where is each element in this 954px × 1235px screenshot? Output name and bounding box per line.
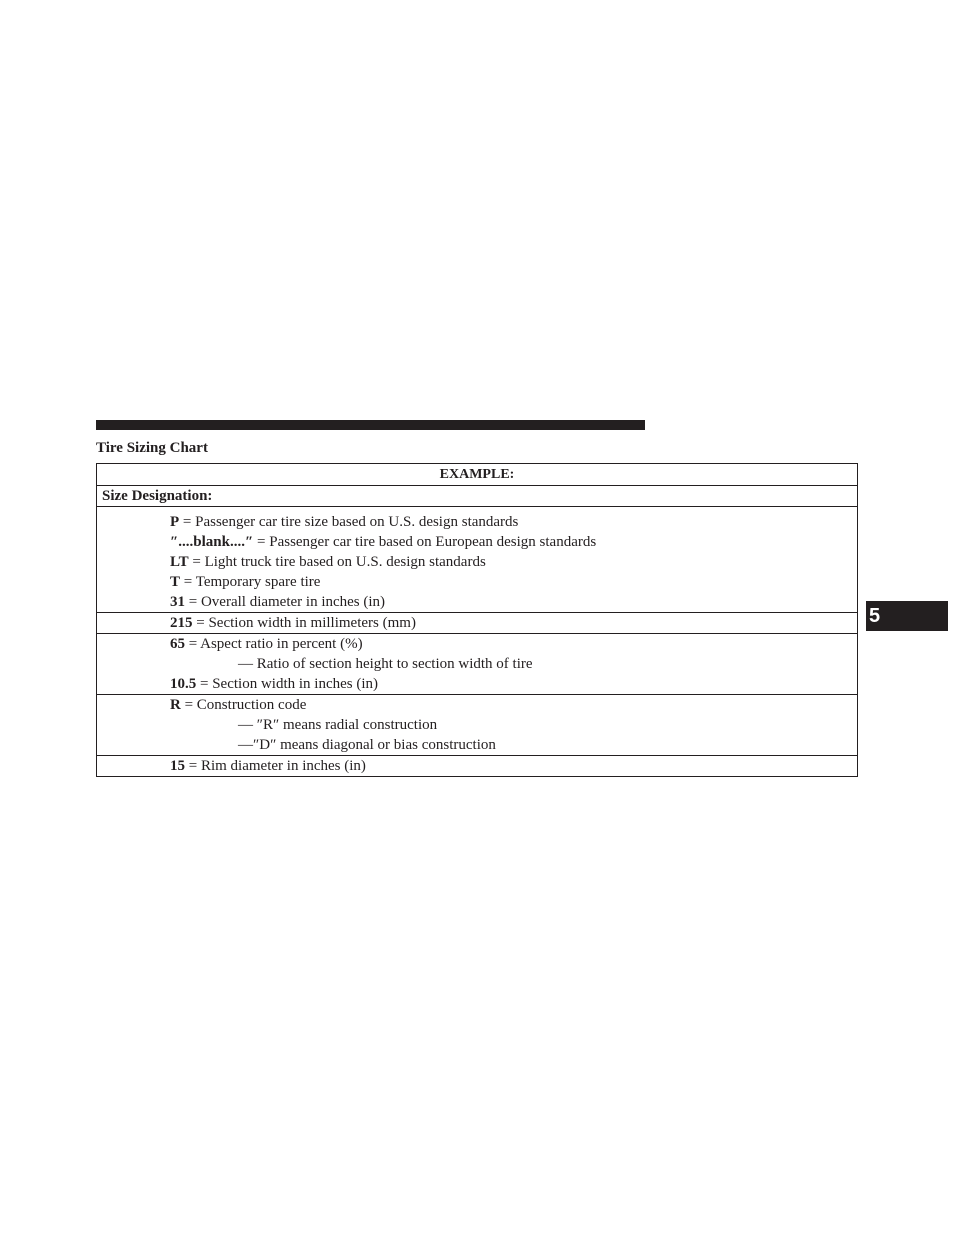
example-header: EXAMPLE:: [439, 467, 515, 482]
line-code: LT: [170, 554, 189, 570]
line-code: ″....blank....″: [170, 534, 254, 550]
chart-group-section-width: [97, 612, 857, 633]
chart-group-rim-diameter: [97, 755, 857, 776]
line-text: —″D″ means diagonal or bias construction: [238, 737, 496, 753]
line-code: 10.5: [170, 676, 197, 692]
line-text: = Temporary spare tire: [180, 574, 321, 590]
chart-line: [97, 572, 857, 592]
section-title: Tire Sizing Chart: [96, 440, 208, 456]
chart-line: [97, 613, 857, 633]
line-text: = Rim diameter in inches (in): [185, 758, 366, 774]
line-code: T: [170, 574, 181, 590]
line-code: P: [170, 514, 180, 530]
chart-line-indented: [97, 715, 857, 735]
line-code: 31: [170, 594, 185, 610]
line-text: = Light truck tire based on U.S. design standards: [188, 554, 486, 570]
chart-line: [97, 592, 857, 612]
line-text: — ″R″ means radial construction: [238, 717, 438, 733]
chart-line: [97, 634, 857, 654]
chart-line-indented: [97, 654, 857, 674]
chart-line: [97, 674, 857, 694]
chart-line: [97, 552, 857, 572]
chart-group-aspect-ratio: [97, 633, 857, 694]
size-designation-header: Size Designation:: [97, 485, 857, 506]
chart-group-construction: [97, 694, 857, 755]
chart-line: [97, 532, 857, 552]
section-top-rule: [96, 420, 645, 430]
line-code: 65: [170, 636, 185, 652]
chart-group-type: [97, 506, 857, 612]
line-text: = Passenger car tire size based on U.S. design standards: [179, 514, 519, 530]
chapter-tab: 5: [866, 601, 948, 631]
line-code: 15: [170, 758, 185, 774]
chart-line: [97, 512, 857, 532]
line-text: = Section width in inches (in): [196, 676, 379, 692]
line-text: = Construction code: [180, 697, 307, 713]
line-code: R: [170, 697, 181, 713]
chart-line: [97, 756, 857, 776]
tire-sizing-chart: [96, 463, 858, 777]
line-text: — Ratio of section height to section width of tire: [238, 656, 533, 672]
chart-line: [97, 695, 857, 715]
line-text: = Passenger car tire based on European design standards: [253, 534, 597, 550]
line-code: 215: [170, 615, 193, 631]
line-text: = Section width in millimeters (mm): [192, 615, 416, 631]
line-text: = Overall diameter in inches (in): [185, 594, 386, 610]
line-text: = Aspect ratio in percent (%): [185, 636, 363, 652]
chart-line-indented: [97, 735, 857, 755]
